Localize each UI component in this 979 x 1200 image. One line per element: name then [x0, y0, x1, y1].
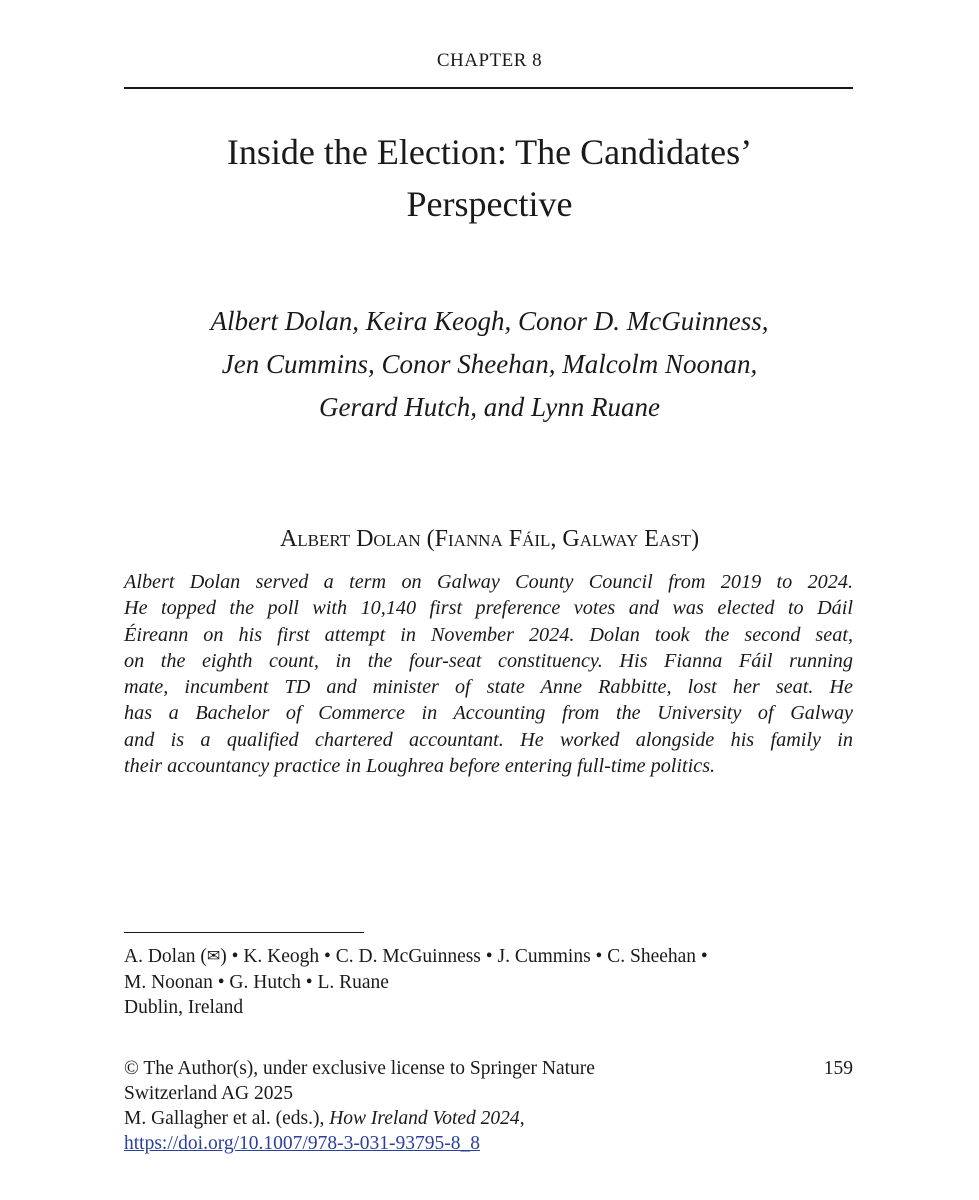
bio-line: on the eighth count, in the four-seat constituency. His Fianna Fáil running [124, 649, 853, 672]
author-list-line-1: Albert Dolan, Keira Keogh, Conor D. McGuinness, [210, 306, 769, 336]
chapter-title-line-1: Inside the Election: The Candidates’ [226, 132, 753, 172]
copyright-line-2: Switzerland AG 2025 [124, 1083, 293, 1104]
bio-line: Éireann on his first attempt in November 2024. Dolan took the second seat, [124, 623, 853, 646]
affiliation-line-2: M. Noonan • G. Hutch • L. Ruane [124, 971, 389, 993]
citation-line [124, 1106, 853, 1131]
copyright-block [124, 1056, 853, 1156]
chapter-label: CHAPTER 8 [436, 50, 543, 71]
author-list-line-2: Jen Cummins, Conor Sheehan, Malcolm Noonan, [221, 349, 758, 379]
doi-link[interactable]: https://doi.org/10.1007/978-3-031-93795-8_8 [124, 1133, 481, 1154]
page-number: 159 [823, 1058, 853, 1079]
bio-paragraph [124, 569, 853, 779]
section-heading: Albert Dolan (Fianna Fáil, Galway East) [279, 526, 700, 552]
affiliation-line-1 [124, 944, 853, 970]
affiliation-line-1-end: ) • K. Keogh • C. D. McGuinness • J. Cummins • C. Sheehan • [220, 946, 708, 967]
affiliation-line-1-start: A. Dolan ( [124, 946, 207, 967]
author-affiliations [124, 944, 853, 1021]
book-title: How Ireland Voted 2024 [329, 1108, 520, 1129]
author-list [0, 300, 979, 429]
citation-comma: , [519, 1108, 525, 1129]
bio-line: has a Bachelor of Commerce in Accounting from the University of Galway [124, 702, 853, 725]
header-divider [124, 87, 853, 89]
bio-line: mate, incumbent TD and minister of state Anne Rabbitte, lost her seat. He [124, 676, 853, 699]
doi-line [124, 1131, 853, 1156]
chapter-title-line-2: Perspective [406, 184, 573, 224]
bio-line: Albert Dolan served a term on Galway County Council from 2019 to 2024. [124, 571, 853, 593]
footnote-divider [124, 932, 364, 933]
bio-line: He topped the poll with 10,140 first preference votes and was elected to Dáil [124, 597, 853, 620]
author-list-line-3: Gerard Hutch, and Lynn Ruane [319, 392, 660, 422]
affiliation-location: Dublin, Ireland [124, 997, 244, 1018]
bio-line: their accountancy practice in Loughrea before entering full-time politics. [124, 755, 716, 778]
bio-line: and is a qualified chartered accountant. He worked alongside his family in [124, 728, 853, 751]
envelope-icon[interactable]: ✉ [206, 948, 221, 965]
chapter-title [0, 126, 979, 230]
copyright-line-1: © The Author(s), under exclusive license to Springer Nature [124, 1058, 595, 1079]
citation-editors: M. Gallagher et al. (eds.), [124, 1108, 330, 1129]
